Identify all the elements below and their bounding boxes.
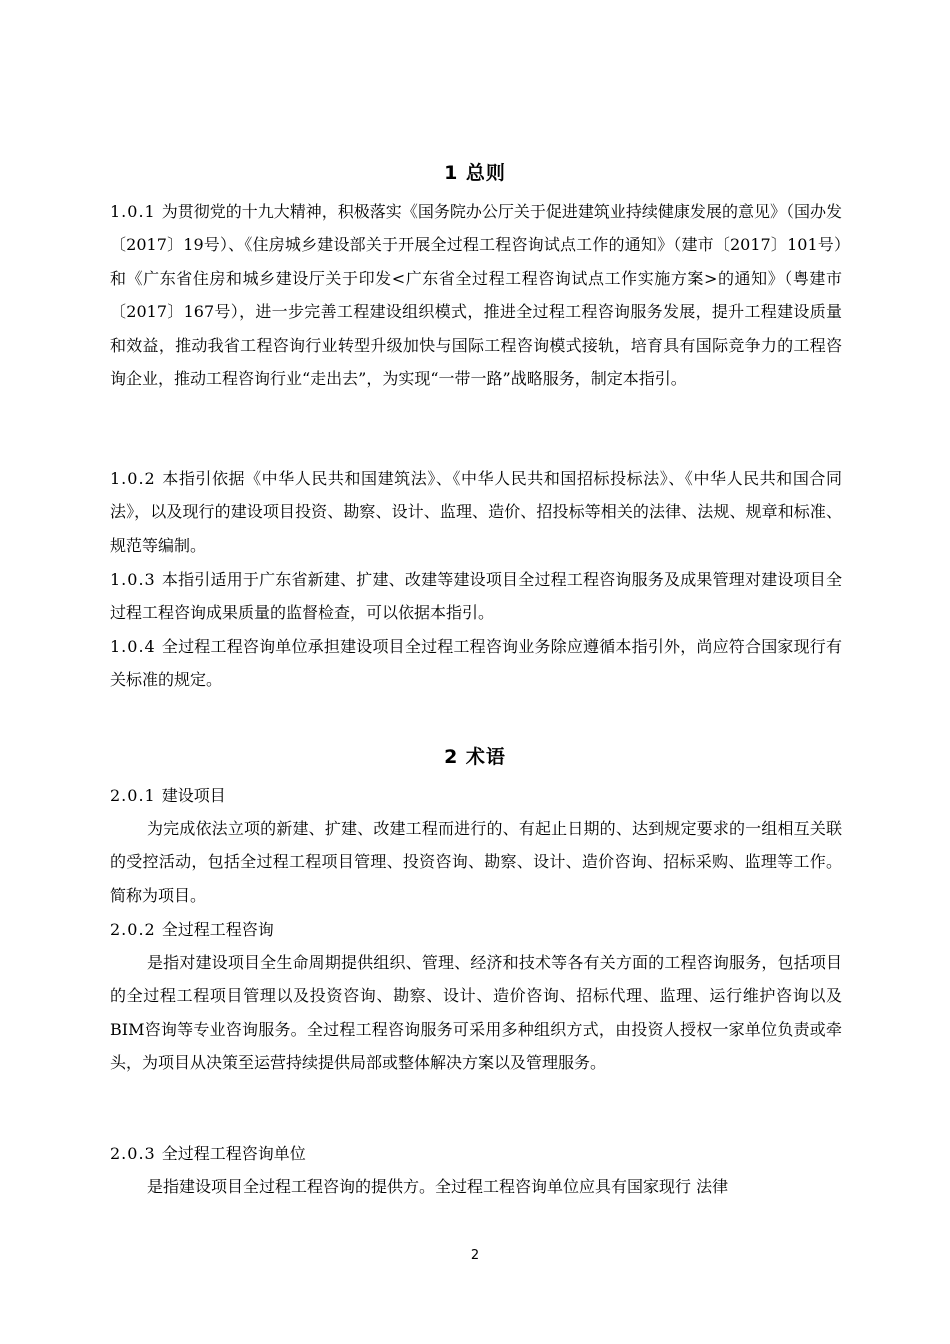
term-2-0-2-title: [110, 913, 842, 946]
term-number: 2.0.1: [110, 786, 156, 805]
clause-1-0-1: [110, 195, 842, 463]
term-2-0-3-definition: 是指建设项目全过程工程咨询的提供方。全过程工程咨询单位应具有国家现行 法律: [147, 1177, 729, 1196]
clause-1-0-3: [110, 563, 842, 631]
page-number: 2: [470, 1248, 480, 1263]
term-name: 全过程工程咨询单位: [161, 1144, 306, 1163]
term-number: 2.0.3: [110, 1144, 156, 1163]
clause-1-0-4: [110, 630, 842, 698]
term-name: 建设项目: [161, 786, 226, 805]
term-2-0-2-definition: 是指对建设项目全生命周期提供组织、管理、经济和技术等各有关方面的工程咨询服务，包括项目的全过程工程项目管理以及投资咨询、勘察、设计、造价咨询、招标代理、监理、运行维护咨询以及BIM咨询等专业咨询服务。全过程工程咨询服务可采用多种组织方式，由投资人授权一家单位负责或牵头，为项目从决策至运营持续提供局部或整体解决方案以及管理服务。: [110, 953, 842, 1073]
clause-number: 1.0.4: [110, 637, 156, 656]
section-2-heading: 2 术语: [444, 746, 506, 768]
term-2-0-1-definition: 为完成依法立项的新建、扩建、改建工程而进行的、有起止日期的、达到规定要求的一组相互关联的受控活动，包括全过程工程项目管理、投资咨询、勘察、设计、造价咨询、招标采购、监理等工作。简称为项目。: [110, 819, 842, 905]
term-number: 2.0.2: [110, 920, 156, 939]
clause-text: 本指引依据《中华人民共和国建筑法》、《中华人民共和国招标投标法》、《中华人民共和国合同法》，以及现行的建设项目投资、勘察、设计、监理、造价、招投标等相关的法律、法规、规章和标准、规范等编制。: [110, 469, 842, 555]
term-name: 全过程工程咨询: [161, 920, 274, 939]
clause-number: 1.0.2: [110, 469, 156, 488]
clause-text: 本指引适用于广东省新建、扩建、改建等建设项目全过程工程咨询服务及成果管理对建设项目全过程工程咨询成果质量的监督检查，可以依据本指引。: [110, 570, 842, 623]
clause-text: 全过程工程咨询单位承担建设项目全过程工程咨询业务除应遵循本指引外，尚应符合国家现行有关标准的规定。: [110, 637, 842, 690]
section-1-heading: 1 总则: [444, 162, 506, 184]
clause-text: 为贯彻党的十九大精神，积极落实《国务院办公厅关于促进建筑业持续健康发展的意见》（国办发〔2017〕19号）、《住房城乡建设部关于开展全过程工程咨询试点工作的通知》（建市〔2017〕101号）和《广东省住房和城乡建设厅关于印发<广东省全过程工程咨询试点工作实施方案>的通知》（粤建市〔2017〕167号），进一步完善工程建设组织模式，推进全过程工程咨询服务发展，提升工程建设质量和效益，推动我省工程咨询行业转型升级加快与国际工程咨询模式接轨，培育具有国际竞争力的工程咨询企业，推动工程咨询行业“走出去”，为实现“一带一路”战略服务，制定本指引。: [110, 202, 842, 389]
term-2-0-1-title: [110, 779, 842, 812]
clause-number: 1.0.1: [110, 202, 156, 221]
term-2-0-3-title: [110, 1137, 842, 1170]
clause-number: 1.0.3: [110, 570, 156, 589]
clause-1-0-2: [110, 462, 842, 564]
